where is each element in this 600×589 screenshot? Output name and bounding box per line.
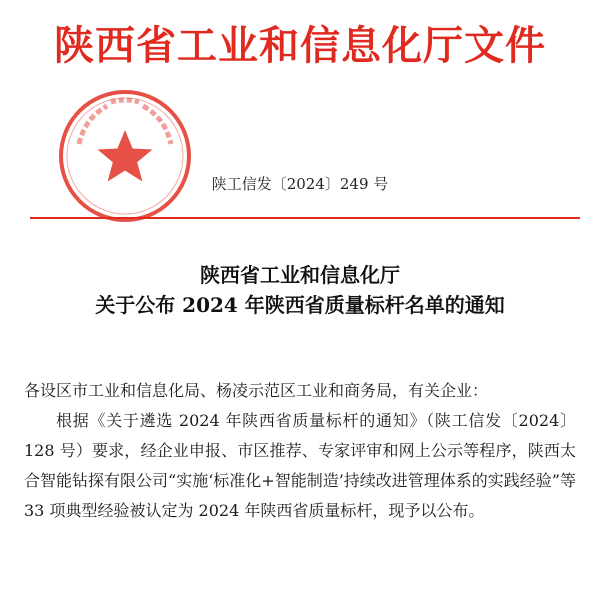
document-number: 陕工信发〔2024〕249 号: [211, 175, 389, 193]
official-seal-icon: [57, 88, 193, 224]
title-line-2: 关于公布 2024 年陕西省质量标杆名单的通知: [95, 293, 505, 317]
red-divider-line: [30, 217, 580, 219]
notice-body: [24, 376, 576, 526]
body-paragraph: 根据《关于遴选 2024 年陕西省质量标杆的通知》（陕工信发〔2024〕128 号）要求，经企业申报、市区推荐、专家评审和网上公示等程序，陕西太合智能钻探有限公司“实施‘标准化+智能制造’持续改进管理体系的实践经验”等 33 项典型经验被认定为 2024 年陕西省质量标杆，现予以公布。: [24, 411, 576, 520]
salutation: 各设区市工业和信息化局、杨凌示范区工业和商务局，有关企业：: [24, 381, 489, 400]
title-line-1: 陕西省工业和信息化厅: [200, 263, 400, 287]
masthead-title: 陕西省工业和信息化厅文件: [54, 23, 546, 69]
notice-title: [0, 260, 600, 320]
